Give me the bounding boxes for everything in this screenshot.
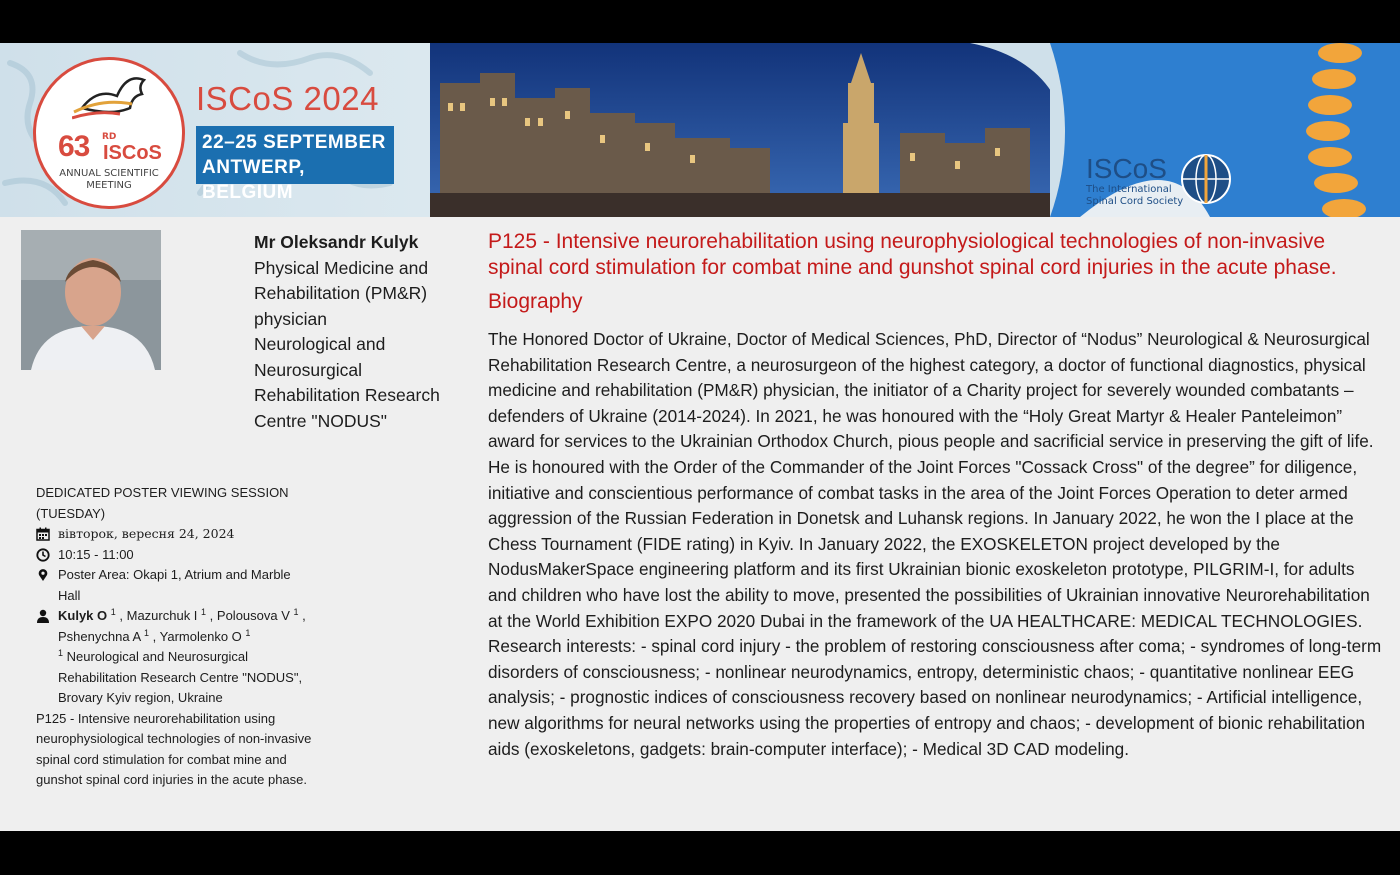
session-time-row xyxy=(36,545,312,566)
author-2-affiliation-mark: 1 xyxy=(201,607,207,617)
session-location: Poster Area: Okapi 1, Atrium and Marble Hall xyxy=(58,567,291,603)
logo-line-1: ANNUAL SCIENTIFIC xyxy=(59,168,159,179)
author-3-affiliation-mark: 1 xyxy=(293,607,299,617)
author-3: Polousova V xyxy=(216,608,290,623)
logo-number: 63 xyxy=(58,130,90,163)
conference-dates: 22–25 SEPTEMBER xyxy=(202,132,386,153)
logo-subtitle xyxy=(36,168,182,192)
iscos-society-logo xyxy=(1086,155,1183,207)
biography-text: The Honored Doctor of Ukraine, Doctor of Medical Sciences, PhD, Director of “Nodus” Neurological & Neurosurgical Rehabilitation Research Centre, a neurosurgeon of the highest category, a doctor of functional diagnostics, physical medicine and rehabilitation (PM&R) physician, the initiator of a Charity project for severely wounded combatants – defenders of Ukraine (2014-2024). In 2021, he was honoured with the “Holy Great Martyr & Healer Panteleimon” award for services to the Ukrainian Orthodox Church, pious people and sacrificial service in preserving the gift of life. He is honoured with the Order of the Commander of the Joint Forces "Cossack Cross" of the degree” for diligence, initiative and conscientious performance of combat tasks in the area of the Joint Forces Operation to deter armed aggression of the Russian Federation in Donetsk and Luhansk regions. In January 2022, he won the I place at the Chess Tournament (FIDE rating) in Kyiv. In January 2022, the EXOSKELETON project developed by the NodusMakerSpace engineering platform and its first Ukrainian bionic exoskeleton prototype, PILGRIM-I, for adults and children who have lost the ability to move, presented the possibilities of Ukrainian innovative Neurorehabilitation at the World Exhibition EXPO 2020 Dubai in the framework of the UA HEALTHCARE: MEDICAL TECHNOLOGIES. Research interests: - spinal cord injury - the problem of restoring consciousness after coma; - syndromes of long-term disorders of consciousness; - nonlinear neurodynamics, entropy, deterministic chaos; - quantitative nonlinear EEG analysis; - prognostic indices of consciousness recovery based on nonlinear neurodynamics; - Artificial intelligence, new algorithms for neural networks using the properties of entropy and chaos; - development of bionic rehabilitation aids (exoskeletons, gadgets: brain-computer interface); - Medical 3D CAD modeling. xyxy=(488,329,1382,759)
poster-detail-panel xyxy=(0,217,1400,831)
session-time: 10:15 - 11:00 xyxy=(58,546,134,562)
antwerp-city-photo xyxy=(430,43,1070,217)
author-4: Pshenychna A xyxy=(58,628,141,644)
author-5: Yarmolenko O xyxy=(159,628,242,644)
author-4-affiliation-mark: 1 xyxy=(144,627,150,638)
logo-org: ISCoS xyxy=(103,142,162,164)
author-2: Mazurchuk I xyxy=(126,608,198,623)
author-affiliation: Neurological and Neurosurgical Rehabilitation Research Centre "NODUS", Brovary Kyiv region, Ukraine xyxy=(58,649,303,705)
poster-main xyxy=(488,229,1383,762)
user-icon xyxy=(36,609,50,623)
conference-date-box xyxy=(196,126,394,203)
letterbox-bottom xyxy=(0,831,1400,875)
session-authors-row: Kulyk O $^1$ , Mazurchuk I $^1$ , Polousova V $^1$ , Pshenychna A $^1$ , Yarmolenko O $^1$ $^1$ Neurological and Neurosurgical Rehabilitation Research Centre "NODUS", Brovary Kyiv region, Ukraine xyxy=(36,606,312,709)
globe-icon xyxy=(1180,153,1232,205)
map-pin-icon xyxy=(36,568,50,582)
letterbox-top xyxy=(0,0,1400,43)
session-info xyxy=(36,483,312,791)
logo-superscript: RD xyxy=(102,132,117,142)
affiliation-mark: 1 xyxy=(58,648,64,658)
session-location-row xyxy=(36,565,312,606)
author-5-affiliation-mark: 1 xyxy=(245,627,251,638)
author-1-affiliation-mark: 1 xyxy=(110,607,116,617)
lion-icon xyxy=(72,68,152,128)
iscos-63-logo xyxy=(33,57,185,209)
conference-banner xyxy=(0,43,1400,217)
author-1: Kulyk O xyxy=(58,608,108,623)
session-date-row xyxy=(36,524,312,545)
presenter-role: Physical Medicine and Rehabilitation (PM&R) physician xyxy=(254,257,429,329)
conference-location: ANTWERP, BELGIUM xyxy=(202,157,305,203)
society-sub-1: The International xyxy=(1086,184,1172,195)
clock-icon xyxy=(36,548,50,562)
logo-line-2: MEETING xyxy=(86,180,132,191)
presenter-info xyxy=(254,230,454,434)
society-sub-2: Spinal Cord Society xyxy=(1086,196,1184,207)
conference-title: ISCoS 2024 xyxy=(196,80,379,117)
calendar-icon xyxy=(36,527,50,541)
biography-heading: Biography xyxy=(488,290,583,313)
poster-title: P125 - Intensive neurorehabilitation using neurophysiological technologies of non-invasive spinal cord stimulation for combat mine and gunshot spinal cord injuries in the acute phase. xyxy=(488,230,1337,279)
session-date: вівторок, вересня 24, 2024 xyxy=(58,526,235,541)
session-heading: DEDICATED POSTER VIEWING SESSION (TUESDAY) xyxy=(36,485,289,521)
session-abstract-title: P125 - Intensive neurorehabilitation using neurophysiological technologies of non-invasive spinal cord stimulation for combat mine and gunshot spinal cord injuries in the acute phase. xyxy=(36,710,312,787)
presenter-photo xyxy=(21,230,161,370)
presenter-affiliation: Neurological and Neurosurgical Rehabilitation Research Centre "NODUS" xyxy=(254,334,440,431)
presenter-name: Mr Oleksandr Kulyk xyxy=(254,232,419,252)
city-illustration xyxy=(430,43,1070,217)
society-name: ISCoS xyxy=(1086,153,1167,184)
